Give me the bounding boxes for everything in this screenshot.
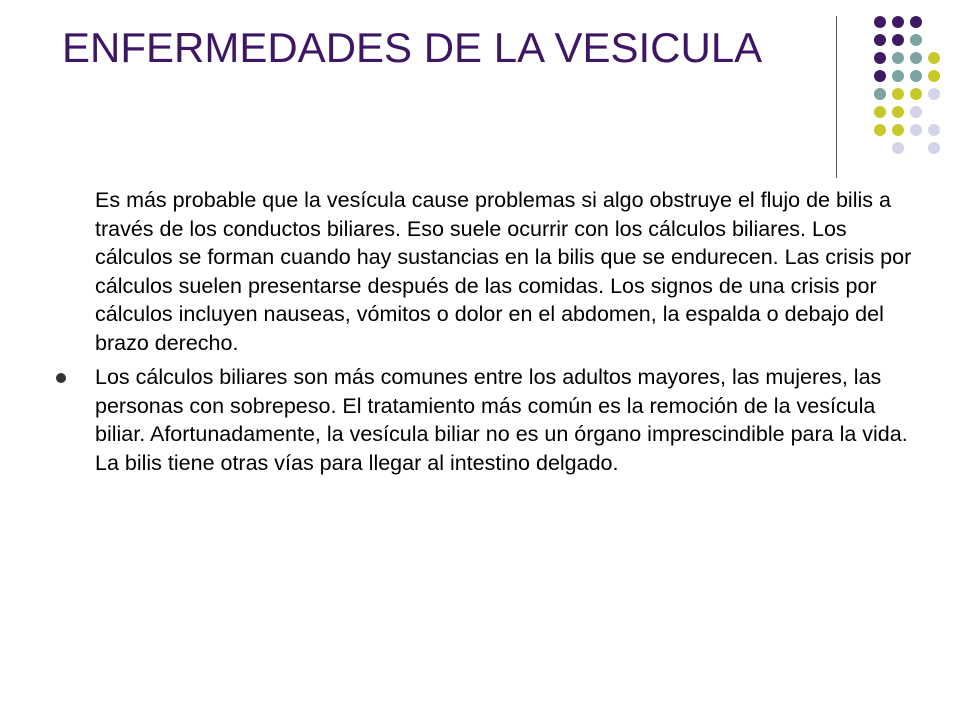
decorative-dot bbox=[928, 88, 940, 100]
decorative-dot bbox=[928, 70, 940, 82]
body-paragraph-1: Es más probable que la vesícula cause problemas si algo obstruye el flujo de bilis a través de los conductos biliares. Eso suele ocurrir con los cálculos biliares. Los cálculos se forman cuando hay sustancias en la bilis que se endurecen. Las crisis por cálculos suelen presentarse después de las comidas. Los signos de una crisis por cálculos incluyen nauseas, vómitos o dolor en el abdomen, la espalda o debajo del brazo derecho. bbox=[95, 188, 912, 355]
slide-title: ENFERMEDADES DE LA VESICULA bbox=[62, 24, 763, 71]
decorative-dot bbox=[892, 142, 904, 154]
decorative-dot bbox=[892, 52, 904, 64]
decorative-dot bbox=[874, 124, 886, 136]
decorative-dot bbox=[928, 142, 940, 154]
decorative-dot bbox=[892, 124, 904, 136]
decorative-dot bbox=[874, 106, 886, 118]
decorative-dot bbox=[874, 52, 886, 64]
decorative-dot bbox=[892, 16, 904, 28]
bullet-paragraph-2: Los cálculos biliares son más comunes entre los adultos mayores, las mujeres, las personas con sobrepeso. El tratamiento más común es la remoción de la vesícula biliar. Afortunadamente, la vesícula biliar no es un órgano imprescindible para la vida. La bilis tiene otras vías para llegar al intestino delgado. bbox=[95, 363, 915, 477]
decorative-dot-grid bbox=[0, 0, 960, 200]
decorative-dot bbox=[892, 34, 904, 46]
decorative-dot bbox=[928, 124, 940, 136]
decorative-dot bbox=[892, 70, 904, 82]
decorative-dot bbox=[910, 34, 922, 46]
decorative-dot bbox=[892, 88, 904, 100]
slide-body bbox=[95, 186, 915, 483]
decorative-dot bbox=[910, 70, 922, 82]
decorative-dot bbox=[910, 16, 922, 28]
decorative-dot bbox=[910, 52, 922, 64]
decorative-dot bbox=[928, 52, 940, 64]
decorative-dot bbox=[910, 88, 922, 100]
decorative-dot bbox=[874, 34, 886, 46]
decorative-dot bbox=[874, 88, 886, 100]
decorative-dot bbox=[910, 106, 922, 118]
decorative-dot bbox=[874, 16, 886, 28]
decorative-dot bbox=[910, 124, 922, 136]
decorative-dot bbox=[874, 70, 886, 82]
decorative-dot bbox=[892, 106, 904, 118]
